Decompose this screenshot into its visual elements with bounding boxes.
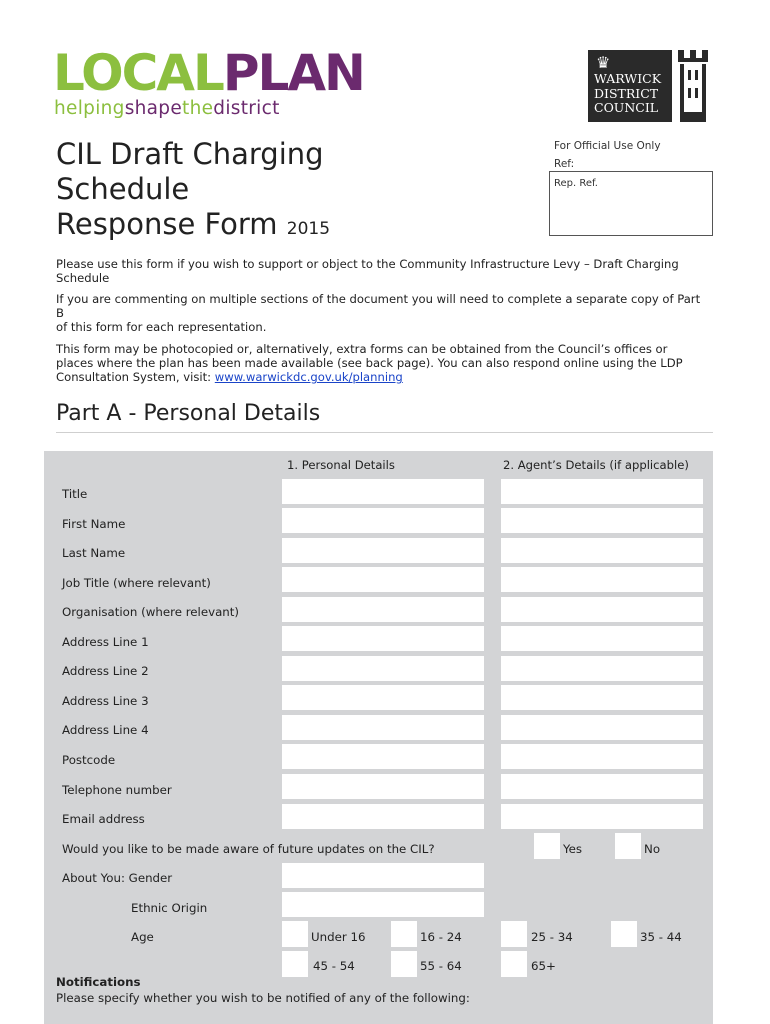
notifications-heading: Notifications xyxy=(56,975,141,989)
agent-address-3-field[interactable] xyxy=(501,685,703,710)
logo-local: LOCAL xyxy=(53,44,223,102)
label-title: Title xyxy=(62,487,88,501)
personal-address-2-field[interactable] xyxy=(282,656,484,681)
personal-last-name-field[interactable] xyxy=(282,538,484,563)
label-last-name: Last Name xyxy=(62,546,126,560)
agent-postcode-field[interactable] xyxy=(501,744,703,769)
age-35-44-label: 35 - 44 xyxy=(640,930,682,944)
personal-email-field[interactable] xyxy=(282,804,484,829)
rep-ref-label: Rep. Ref. xyxy=(554,178,598,189)
intro-paragraph-3 xyxy=(56,342,706,385)
personal-postcode-field[interactable] xyxy=(282,744,484,769)
tag-the: the xyxy=(182,98,214,119)
localplan-logo xyxy=(53,44,364,102)
part-a-divider xyxy=(56,432,713,433)
personal-address-1-field[interactable] xyxy=(282,626,484,651)
council-line3: COUNCIL xyxy=(594,100,659,115)
label-job-title: Job Title (where relevant) xyxy=(62,576,211,590)
label-telephone: Telephone number xyxy=(62,783,172,797)
age-45-54-checkbox[interactable] xyxy=(282,951,308,977)
council-line2: DISTRICT xyxy=(594,85,659,101)
agent-email-field[interactable] xyxy=(501,804,703,829)
label-address-4: Address Line 4 xyxy=(62,723,149,737)
updates-yes-checkbox[interactable] xyxy=(534,833,560,859)
agent-address-2-field[interactable] xyxy=(501,656,703,681)
age-35-44-checkbox[interactable] xyxy=(611,921,637,947)
gender-field[interactable] xyxy=(282,863,484,888)
updates-no-label: No xyxy=(644,842,661,856)
official-ref-label: Ref: xyxy=(554,158,575,170)
agent-last-name-field[interactable] xyxy=(501,538,703,563)
personal-address-4-field[interactable] xyxy=(282,715,484,740)
label-postcode: Postcode xyxy=(62,753,116,767)
intro-paragraph-1: Please use this form if you wish to support or object to the Community Infrastructure Levy – Draft Charging Schedule xyxy=(56,257,679,286)
label-email: Email address xyxy=(62,812,145,826)
updates-question: Would you like to be made aware of future updates on the CIL? xyxy=(62,842,435,856)
label-first-name: First Name xyxy=(62,517,126,531)
updates-yes-label: Yes xyxy=(563,842,583,856)
age-25-34-label: 25 - 34 xyxy=(531,930,573,944)
age-55-64-label: 55 - 64 xyxy=(420,959,462,973)
ethnic-origin-field[interactable] xyxy=(282,892,484,917)
age-16-24-checkbox[interactable] xyxy=(391,921,417,947)
label-address-2: Address Line 2 xyxy=(62,664,149,678)
col-agent-details: 2. Agent’s Details (if applicable) xyxy=(503,458,689,472)
council-line1: WARWICK xyxy=(594,71,662,86)
tag-shape: shape xyxy=(124,98,183,119)
label-ethnic-origin: Ethnic Origin xyxy=(131,901,208,915)
part-a-heading: Part A - Personal Details xyxy=(56,401,321,426)
title-year: 2015 xyxy=(286,219,331,239)
age-45-54-label: 45 - 54 xyxy=(313,959,355,973)
label-age: Age xyxy=(131,930,154,944)
age-65plus-label: 65+ xyxy=(531,959,556,973)
page-title xyxy=(56,137,330,247)
title-line3: Response Form xyxy=(56,207,278,241)
agent-organisation-field[interactable] xyxy=(501,597,703,622)
planning-link[interactable]: www.warwickdc.gov.uk/planning xyxy=(214,370,403,385)
official-use-label xyxy=(554,140,661,170)
age-under16-checkbox[interactable] xyxy=(282,921,308,947)
official-use-box xyxy=(549,171,713,236)
age-65plus-checkbox[interactable] xyxy=(501,951,527,977)
logo-tagline xyxy=(54,98,280,119)
council-logo-block xyxy=(588,50,672,122)
tag-helping: helping xyxy=(54,98,125,119)
personal-first-name-field[interactable] xyxy=(282,508,484,533)
council-name xyxy=(594,72,661,116)
age-55-64-checkbox[interactable] xyxy=(391,951,417,977)
personal-address-3-field[interactable] xyxy=(282,685,484,710)
castle-tower-icon xyxy=(676,50,712,122)
intro-paragraph-2b: of this form for each representation. xyxy=(56,320,267,334)
agent-job-title-field[interactable] xyxy=(501,567,703,592)
agent-first-name-field[interactable] xyxy=(501,508,703,533)
logo-plan: PLAN xyxy=(222,44,364,102)
age-25-34-checkbox[interactable] xyxy=(501,921,527,947)
personal-title-field[interactable] xyxy=(282,479,484,504)
agent-address-1-field[interactable] xyxy=(501,626,703,651)
updates-no-checkbox[interactable] xyxy=(615,833,641,859)
agent-address-4-field[interactable] xyxy=(501,715,703,740)
col-personal-details: 1. Personal Details xyxy=(287,458,395,472)
label-address-3: Address Line 3 xyxy=(62,694,149,708)
personal-job-title-field[interactable] xyxy=(282,567,484,592)
title-line2: Schedule xyxy=(56,172,190,206)
warwick-district-council-logo xyxy=(588,50,712,122)
notifications-text: Please specify whether you wish to be notified of any of the following: xyxy=(56,991,470,1005)
official-use-text: For Official Use Only xyxy=(554,140,661,152)
agent-title-field[interactable] xyxy=(501,479,703,504)
title-line1: CIL Draft Charging xyxy=(56,137,324,171)
label-organisation: Organisation (where relevant) xyxy=(62,605,240,619)
agent-telephone-field[interactable] xyxy=(501,774,703,799)
crown-icon: ♛ xyxy=(596,53,611,72)
label-address-1: Address Line 1 xyxy=(62,635,149,649)
intro-p3-text: This form may be photocopied or, alternatively, extra forms can be obtained from the Council’s offices or places where the plan has been made available (see back page). You can also respond online using the LDP Consultation System, visit: xyxy=(56,342,683,385)
age-under16-label: Under 16 xyxy=(311,930,366,944)
label-gender: About You: Gender xyxy=(62,871,173,885)
personal-telephone-field[interactable] xyxy=(282,774,484,799)
tag-district: district xyxy=(213,98,280,119)
intro-paragraph-2a: If you are commenting on multiple sections of the document you will need to complete a separate copy of Part B xyxy=(56,292,701,321)
age-16-24-label: 16 - 24 xyxy=(420,930,462,944)
personal-organisation-field[interactable] xyxy=(282,597,484,622)
